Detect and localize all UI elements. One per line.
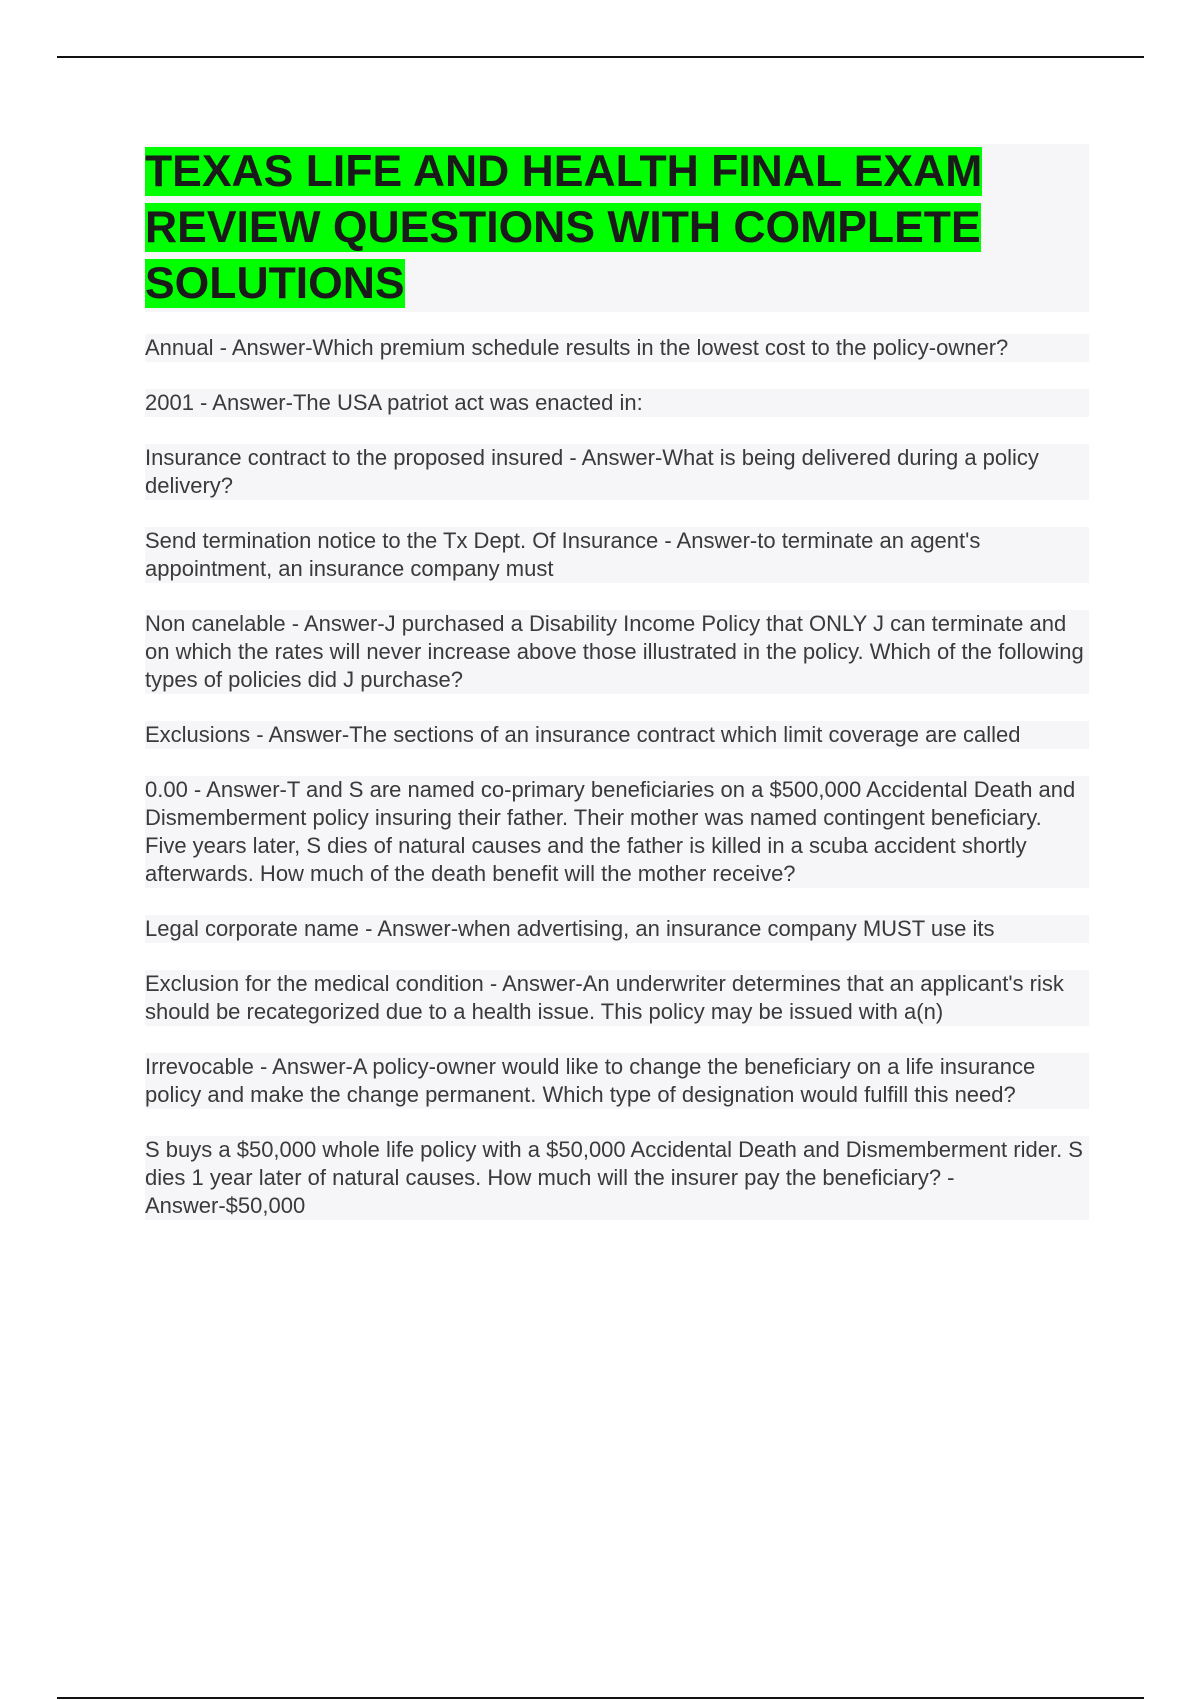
qa-item: Exclusions - Answer-The sections of an insurance contract which limit coverage are called [145, 721, 1089, 749]
qa-item: Send termination notice to the Tx Dept. Of Insurance - Answer-to terminate an agent's appointment, an insurance company must [145, 527, 1089, 583]
qa-item: S buys a $50,000 whole life policy with a $50,000 Accidental Death and Dismemberment rider. S dies 1 year later of natural causes. How much will the insurer pay the beneficiary? - Answer-$50,000 [145, 1136, 1089, 1220]
bottom-rule [57, 1697, 1144, 1699]
qa-item: Exclusion for the medical condition - Answer-An underwriter determines that an applicant's risk should be recategorized due to a health issue. This policy may be issued with a(n) [145, 970, 1089, 1026]
document-title [145, 144, 1089, 312]
qa-item: 2001 - Answer-The USA patriot act was enacted in: [145, 389, 1089, 417]
qa-item: Annual - Answer-Which premium schedule results in the lowest cost to the policy-owner? [145, 334, 1089, 362]
qa-item: Insurance contract to the proposed insured - Answer-What is being delivered during a policy delivery? [145, 444, 1089, 500]
qa-item: 0.00 - Answer-T and S are named co-primary beneficiaries on a $500,000 Accidental Death and Dismemberment policy insuring their father. Their mother was named contingent beneficiary. Five years later, S dies of natural causes and the father is killed in a scuba accident shortly afterwards. How much of the death benefit will the mother receive? [145, 776, 1089, 888]
qa-item: Legal corporate name - Answer-when advertising, an insurance company MUST use its [145, 915, 1089, 943]
qa-item: Non canelable - Answer-J purchased a Disability Income Policy that ONLY J can terminate and on which the rates will never increase above those illustrated in the policy. Which of the following types of policies did J purchase? [145, 610, 1089, 694]
document-body [145, 144, 1089, 1247]
title-highlight: TEXAS LIFE AND HEALTH FINAL EXAM REVIEW QUESTIONS WITH COMPLETE SOLUTIONS [145, 147, 983, 308]
title-block [145, 144, 1089, 312]
top-rule [57, 56, 1144, 58]
qa-list [145, 334, 1089, 1220]
qa-item: Irrevocable - Answer-A policy-owner would like to change the beneficiary on a life insurance policy and make the change permanent. Which type of designation would fulfill this need? [145, 1053, 1089, 1109]
